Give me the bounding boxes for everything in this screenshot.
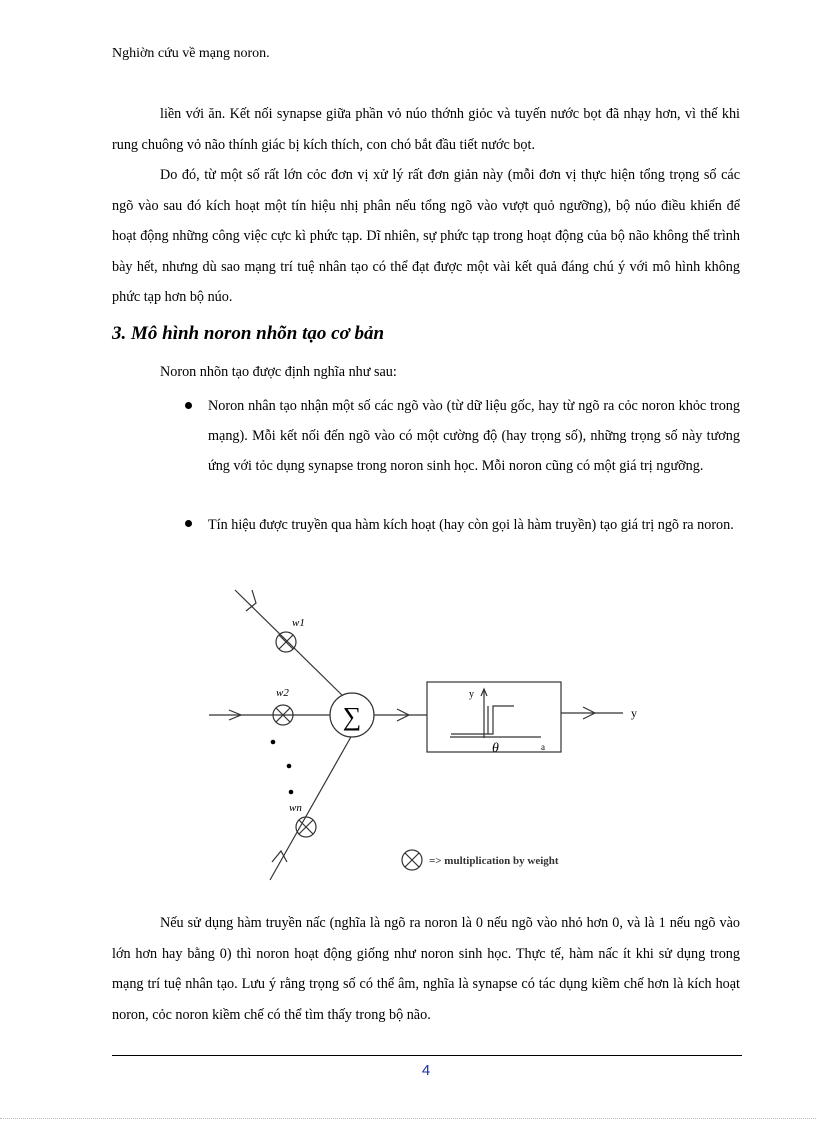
step-a-label: a <box>541 742 545 752</box>
page-number: 4 <box>421 1062 431 1079</box>
footer-rule <box>112 1055 742 1056</box>
output-y-label: y <box>631 706 637 720</box>
paragraph-1-text: liền với ăn. Kết nối synapse giữa phần vỏ núo thớnh giỏc và tuyến nước bọt đã nhạy hơn, vì thế khi rung chuông vỏ não thính giác bị kích thích, con chó bắt đầu tiết nước bọt. <box>112 106 740 153</box>
weight-label-wn: wn <box>289 802 302 814</box>
sum-symbol: ∑ <box>342 702 362 731</box>
theta-label: θ <box>492 741 499 756</box>
closing-paragraph <box>112 908 740 1030</box>
legend-text: => multiplication by weight <box>429 855 559 867</box>
weight-label-w2: w2 <box>276 687 289 699</box>
step-y-label: y <box>469 689 474 700</box>
paragraph-2-text: Do đó, từ một số rất lớn cỏc đơn vị xử lý rất đơn giản này (mỗi đơn vị thực hiện tổng trọng số các ngõ vào sau đó kích hoạt một tín hiệu nhị phân nếu tổng ngõ vào vượt quỏ ngưỡng), bộ núo điều khiển để hoạt động những công việc cực kì phức tạp. Dĩ nhiên, sự phức tạp trong hoạt động của bộ não không thể trình bày hết, nhưng dù sao mạng trí tuệ nhân tạo có thể đạt được một vài kết quả đáng chú ý với mô hình không phức tạp hơn bộ núo. <box>112 167 740 305</box>
bullet-2: Tín hiệu được truyền qua hàm kích hoạt (hay còn gọi là hàm truyền) tạo giá trị ngõ ra noron. <box>208 517 734 533</box>
weight-label-w1: w1 <box>292 617 305 629</box>
running-header: Nghiờn cứu về mạng noron. <box>112 46 270 61</box>
bullet-1: Noron nhân tạo nhận một số các ngõ vào (từ dữ liệu gốc, hay từ ngõ ra cỏc noron khỏc trong mạng). Mỗi kết nối đến ngõ vào có một cường độ (hay trọng số), những trọng số này tương ứng với tỏc dụng synapse trong noron sinh học. Mỗi noron cũng có một giá trị ngưỡng. <box>208 398 740 475</box>
section-heading: 3. Mô hình noron nhõn tạo cơ bản <box>112 323 385 344</box>
intro-line: Noron nhõn tạo được định nghĩa như sau: <box>160 364 397 380</box>
closing-paragraph-text: Nếu sử dụng hàm truyền nấc (nghĩa là ngõ ra noron là 0 nếu ngõ vào nhỏ hơn 0, và là 1 nếu ngõ vào lớn hơn hay bằng 0) thì noron hoạt động giống như noron sinh học. Thực tế, hàm nấc ít khi sử dụng trong mạng trí tuệ nhân tạo. Lưu ý rằng trọng số có thể âm, nghĩa là synapse có tác dụng kiềm chế hơn là kích hoạt noron, cỏc noron kiềm chế có thể tìm thấy trong bộ não. <box>112 915 740 1023</box>
page-bottom-border <box>0 1118 816 1119</box>
